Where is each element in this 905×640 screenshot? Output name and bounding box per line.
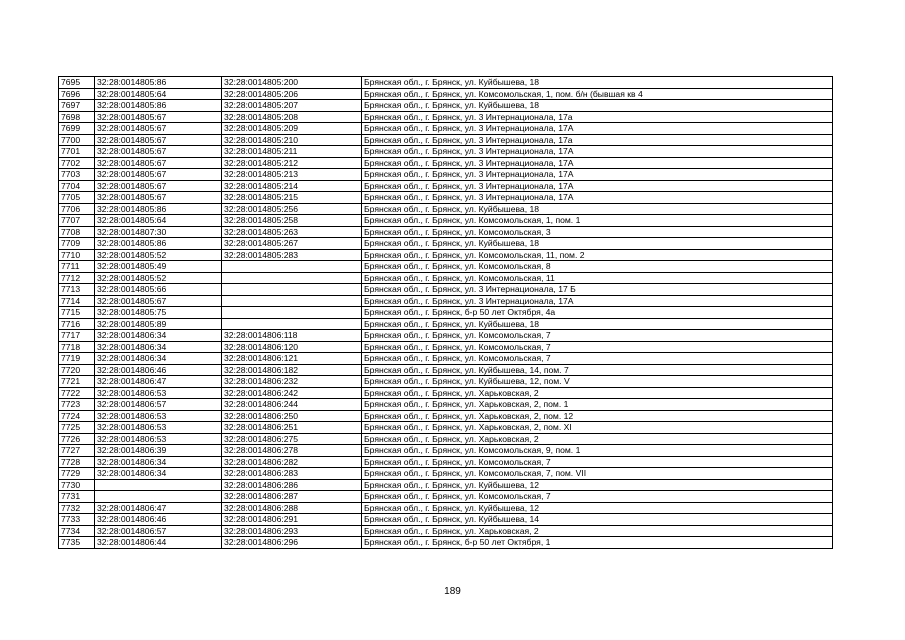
table-row (59, 468, 833, 480)
row-number-cell: 7725 (59, 422, 95, 434)
row-number-cell: 7719 (59, 353, 95, 365)
row-number-cell: 7697 (59, 100, 95, 112)
page-number: 189 (444, 586, 461, 597)
address-cell: Брянская обл., г. Брянск, ул. 3 Интернационала, 17А (362, 146, 833, 158)
row-number-cell: 7727 (59, 445, 95, 457)
row-number-cell: 7705 (59, 192, 95, 204)
object-cadastral-number-cell: 32:28:0014805:283 (222, 249, 362, 261)
land-cadastral-number-cell: 32:28:0014805:67 (95, 123, 222, 135)
row-number-cell: 7710 (59, 249, 95, 261)
land-cadastral-number-cell: 32:28:0014805:64 (95, 215, 222, 227)
object-cadastral-number-cell (222, 272, 362, 284)
table-row (59, 215, 833, 227)
table-row (59, 134, 833, 146)
table-row (59, 422, 833, 434)
address-cell: Брянская обл., г. Брянск, б-р 50 лет Октября, 1 (362, 537, 833, 549)
address-cell: Брянская обл., г. Брянск, ул. Комсомольская, 7 (362, 491, 833, 503)
land-cadastral-number-cell: 32:28:0014806:34 (95, 456, 222, 468)
table-row (59, 88, 833, 100)
address-cell: Брянская обл., г. Брянск, ул. 3 Интернационала, 17А (362, 295, 833, 307)
land-cadastral-number-cell: 32:28:0014805:89 (95, 318, 222, 330)
object-cadastral-number-cell: 32:28:0014806:120 (222, 341, 362, 353)
row-number-cell: 7711 (59, 261, 95, 273)
row-number-cell: 7695 (59, 77, 95, 89)
land-cadastral-number-cell: 32:28:0014806:46 (95, 364, 222, 376)
table-row (59, 353, 833, 365)
address-cell: Брянская обл., г. Брянск, ул. Комсомольская, 11, пом. 2 (362, 249, 833, 261)
address-cell: Брянская обл., г. Брянск, б-р 50 лет Октября, 4а (362, 307, 833, 319)
object-cadastral-number-cell: 32:28:0014805:211 (222, 146, 362, 158)
object-cadastral-number-cell: 32:28:0014806:287 (222, 491, 362, 503)
address-cell: Брянская обл., г. Брянск, ул. 3 Интернационала, 17А (362, 157, 833, 169)
row-number-cell: 7707 (59, 215, 95, 227)
address-cell: Брянская обл., г. Брянск, ул. 3 Интернационала, 17А (362, 180, 833, 192)
land-cadastral-number-cell: 32:28:0014805:67 (95, 134, 222, 146)
row-number-cell: 7716 (59, 318, 95, 330)
address-cell: Брянская обл., г. Брянск, ул. Куйбышева, 18 (362, 238, 833, 250)
row-number-cell: 7726 (59, 433, 95, 445)
table-row (59, 433, 833, 445)
land-cadastral-number-cell: 32:28:0014805:67 (95, 192, 222, 204)
object-cadastral-number-cell: 32:28:0014806:250 (222, 410, 362, 422)
row-number-cell: 7703 (59, 169, 95, 181)
address-cell: Брянская обл., г. Брянск, ул. Харьковская, 2, пом. XI (362, 422, 833, 434)
table-row (59, 261, 833, 273)
address-cell: Брянская обл., г. Брянск, ул. 3 Интернационала, 17А (362, 169, 833, 181)
table-row (59, 100, 833, 112)
land-cadastral-number-cell: 32:28:0014805:67 (95, 111, 222, 123)
address-cell: Брянская обл., г. Брянск, ул. 3 Интернационала, 17А (362, 123, 833, 135)
address-cell: Брянская обл., г. Брянск, ул. 3 Интернационала, 17 Б (362, 284, 833, 296)
land-cadastral-number-cell (95, 491, 222, 503)
object-cadastral-number-cell (222, 261, 362, 273)
table-row (59, 399, 833, 411)
row-number-cell: 7720 (59, 364, 95, 376)
table-row (59, 77, 833, 89)
table-row (59, 238, 833, 250)
land-cadastral-number-cell: 32:28:0014805:67 (95, 157, 222, 169)
land-cadastral-number-cell: 32:28:0014806:47 (95, 502, 222, 514)
land-cadastral-number-cell: 32:28:0014806:53 (95, 433, 222, 445)
row-number-cell: 7698 (59, 111, 95, 123)
row-number-cell: 7704 (59, 180, 95, 192)
registry-table-body (59, 77, 833, 549)
row-number-cell: 7721 (59, 376, 95, 388)
table-row (59, 514, 833, 526)
table-row (59, 376, 833, 388)
object-cadastral-number-cell: 32:28:0014806:121 (222, 353, 362, 365)
land-cadastral-number-cell: 32:28:0014805:66 (95, 284, 222, 296)
address-cell: Брянская обл., г. Брянск, ул. Комсомольская, 8 (362, 261, 833, 273)
table-row (59, 491, 833, 503)
object-cadastral-number-cell: 32:28:0014805:215 (222, 192, 362, 204)
table-row (59, 456, 833, 468)
table-row (59, 146, 833, 158)
object-cadastral-number-cell: 32:28:0014806:232 (222, 376, 362, 388)
land-cadastral-number-cell: 32:28:0014805:49 (95, 261, 222, 273)
land-cadastral-number-cell: 32:28:0014807:30 (95, 226, 222, 238)
address-cell: Брянская обл., г. Брянск, ул. Харьковская, 2, пом. 12 (362, 410, 833, 422)
object-cadastral-number-cell: 32:28:0014806:282 (222, 456, 362, 468)
land-cadastral-number-cell: 32:28:0014805:67 (95, 169, 222, 181)
object-cadastral-number-cell (222, 295, 362, 307)
address-cell: Брянская обл., г. Брянск, ул. Куйбышева, 18 (362, 77, 833, 89)
object-cadastral-number-cell: 32:28:0014805:209 (222, 123, 362, 135)
row-number-cell: 7708 (59, 226, 95, 238)
table-row (59, 169, 833, 181)
table-row (59, 525, 833, 537)
address-cell: Брянская обл., г. Брянск, ул. Куйбышева, 12, пом. V (362, 376, 833, 388)
object-cadastral-number-cell (222, 307, 362, 319)
land-cadastral-number-cell: 32:28:0014806:34 (95, 341, 222, 353)
row-number-cell: 7706 (59, 203, 95, 215)
table-row (59, 123, 833, 135)
land-cadastral-number-cell: 32:28:0014805:67 (95, 146, 222, 158)
address-cell: Брянская обл., г. Брянск, ул. 3 Интернационала, 17А (362, 192, 833, 204)
table-row (59, 157, 833, 169)
table-row (59, 341, 833, 353)
table-row (59, 502, 833, 514)
address-cell: Брянская обл., г. Брянск, ул. Комсомольская, 7 (362, 353, 833, 365)
object-cadastral-number-cell: 32:28:0014806:293 (222, 525, 362, 537)
object-cadastral-number-cell: 32:28:0014806:286 (222, 479, 362, 491)
object-cadastral-number-cell (222, 284, 362, 296)
table-row (59, 249, 833, 261)
object-cadastral-number-cell: 32:28:0014805:263 (222, 226, 362, 238)
address-cell: Брянская обл., г. Брянск, ул. Комсомольская, 7 (362, 456, 833, 468)
land-cadastral-number-cell: 32:28:0014806:34 (95, 468, 222, 480)
address-cell: Брянская обл., г. Брянск, ул. Комсомольская, 7, пом. VII (362, 468, 833, 480)
address-cell: Брянская обл., г. Брянск, ул. Харьковская, 2 (362, 433, 833, 445)
address-cell: Брянская обл., г. Брянск, ул. 3 Интернационала, 17а (362, 111, 833, 123)
row-number-cell: 7735 (59, 537, 95, 549)
address-cell: Брянская обл., г. Брянск, ул. Комсомольская, 7 (362, 330, 833, 342)
land-cadastral-number-cell: 32:28:0014806:44 (95, 537, 222, 549)
object-cadastral-number-cell (222, 318, 362, 330)
row-number-cell: 7724 (59, 410, 95, 422)
row-number-cell: 7699 (59, 123, 95, 135)
row-number-cell: 7722 (59, 387, 95, 399)
table-row (59, 226, 833, 238)
row-number-cell: 7730 (59, 479, 95, 491)
row-number-cell: 7696 (59, 88, 95, 100)
table-row (59, 364, 833, 376)
object-cadastral-number-cell: 32:28:0014805:258 (222, 215, 362, 227)
object-cadastral-number-cell: 32:28:0014806:251 (222, 422, 362, 434)
row-number-cell: 7734 (59, 525, 95, 537)
registry-table (58, 76, 833, 549)
object-cadastral-number-cell: 32:28:0014806:118 (222, 330, 362, 342)
land-cadastral-number-cell: 32:28:0014806:47 (95, 376, 222, 388)
land-cadastral-number-cell: 32:28:0014805:86 (95, 77, 222, 89)
row-number-cell: 7702 (59, 157, 95, 169)
address-cell: Брянская обл., г. Брянск, ул. Комсомольская, 7 (362, 341, 833, 353)
land-cadastral-number-cell: 32:28:0014806:34 (95, 353, 222, 365)
land-cadastral-number-cell: 32:28:0014806:57 (95, 525, 222, 537)
table-row (59, 272, 833, 284)
land-cadastral-number-cell: 32:28:0014805:52 (95, 272, 222, 284)
row-number-cell: 7729 (59, 468, 95, 480)
table-row (59, 479, 833, 491)
object-cadastral-number-cell: 32:28:0014806:278 (222, 445, 362, 457)
address-cell: Брянская обл., г. Брянск, ул. Комсомольская, 9, пом. 1 (362, 445, 833, 457)
address-cell: Брянская обл., г. Брянск, ул. Комсомольская, 3 (362, 226, 833, 238)
land-cadastral-number-cell: 32:28:0014806:53 (95, 410, 222, 422)
address-cell: Брянская обл., г. Брянск, ул. Куйбышева, 12 (362, 502, 833, 514)
address-cell: Брянская обл., г. Брянск, ул. Комсомольская, 1, пом. б/н (бывшая кв 4 (362, 88, 833, 100)
row-number-cell: 7733 (59, 514, 95, 526)
row-number-cell: 7715 (59, 307, 95, 319)
land-cadastral-number-cell: 32:28:0014805:86 (95, 100, 222, 112)
object-cadastral-number-cell: 32:28:0014805:256 (222, 203, 362, 215)
table-row (59, 330, 833, 342)
table-row (59, 284, 833, 296)
object-cadastral-number-cell: 32:28:0014806:182 (222, 364, 362, 376)
object-cadastral-number-cell: 32:28:0014806:296 (222, 537, 362, 549)
address-cell: Брянская обл., г. Брянск, ул. Куйбышева, 12 (362, 479, 833, 491)
object-cadastral-number-cell: 32:28:0014805:200 (222, 77, 362, 89)
address-cell: Брянская обл., г. Брянск, ул. Харьковская, 2 (362, 387, 833, 399)
object-cadastral-number-cell: 32:28:0014805:212 (222, 157, 362, 169)
address-cell: Брянская обл., г. Брянск, ул. Куйбышева, 18 (362, 203, 833, 215)
land-cadastral-number-cell: 32:28:0014806:57 (95, 399, 222, 411)
object-cadastral-number-cell: 32:28:0014806:283 (222, 468, 362, 480)
address-cell: Брянская обл., г. Брянск, ул. Харьковская, 2, пом. 1 (362, 399, 833, 411)
address-cell: Брянская обл., г. Брянск, ул. Куйбышева, 18 (362, 318, 833, 330)
land-cadastral-number-cell: 32:28:0014805:64 (95, 88, 222, 100)
row-number-cell: 7700 (59, 134, 95, 146)
table-row (59, 307, 833, 319)
object-cadastral-number-cell: 32:28:0014806:291 (222, 514, 362, 526)
object-cadastral-number-cell: 32:28:0014806:244 (222, 399, 362, 411)
object-cadastral-number-cell: 32:28:0014805:267 (222, 238, 362, 250)
row-number-cell: 7728 (59, 456, 95, 468)
object-cadastral-number-cell: 32:28:0014805:207 (222, 100, 362, 112)
table-row (59, 537, 833, 549)
address-cell: Брянская обл., г. Брянск, ул. Куйбышева, 14, пом. 7 (362, 364, 833, 376)
object-cadastral-number-cell: 32:28:0014806:275 (222, 433, 362, 445)
land-cadastral-number-cell: 32:28:0014805:52 (95, 249, 222, 261)
land-cadastral-number-cell: 32:28:0014806:39 (95, 445, 222, 457)
land-cadastral-number-cell: 32:28:0014806:34 (95, 330, 222, 342)
land-cadastral-number-cell: 32:28:0014806:53 (95, 387, 222, 399)
row-number-cell: 7701 (59, 146, 95, 158)
table-row (59, 318, 833, 330)
table-row (59, 203, 833, 215)
object-cadastral-number-cell: 32:28:0014806:288 (222, 502, 362, 514)
address-cell: Брянская обл., г. Брянск, ул. Куйбышева, 18 (362, 100, 833, 112)
table-row (59, 192, 833, 204)
object-cadastral-number-cell: 32:28:0014805:208 (222, 111, 362, 123)
address-cell: Брянская обл., г. Брянск, ул. Харьковская, 2 (362, 525, 833, 537)
land-cadastral-number-cell: 32:28:0014806:46 (95, 514, 222, 526)
row-number-cell: 7713 (59, 284, 95, 296)
land-cadastral-number-cell: 32:28:0014805:86 (95, 203, 222, 215)
address-cell: Брянская обл., г. Брянск, ул. Комсомольская, 11 (362, 272, 833, 284)
table-row (59, 445, 833, 457)
address-cell: Брянская обл., г. Брянск, ул. Куйбышева, 14 (362, 514, 833, 526)
row-number-cell: 7732 (59, 502, 95, 514)
land-cadastral-number-cell (95, 479, 222, 491)
object-cadastral-number-cell: 32:28:0014805:210 (222, 134, 362, 146)
table-row (59, 387, 833, 399)
row-number-cell: 7717 (59, 330, 95, 342)
object-cadastral-number-cell: 32:28:0014806:242 (222, 387, 362, 399)
table-row (59, 295, 833, 307)
land-cadastral-number-cell: 32:28:0014805:86 (95, 238, 222, 250)
object-cadastral-number-cell: 32:28:0014805:214 (222, 180, 362, 192)
row-number-cell: 7718 (59, 341, 95, 353)
land-cadastral-number-cell: 32:28:0014805:75 (95, 307, 222, 319)
table-row (59, 180, 833, 192)
object-cadastral-number-cell: 32:28:0014805:213 (222, 169, 362, 181)
land-cadastral-number-cell: 32:28:0014805:67 (95, 295, 222, 307)
table-row (59, 111, 833, 123)
row-number-cell: 7731 (59, 491, 95, 503)
table-row (59, 410, 833, 422)
object-cadastral-number-cell: 32:28:0014805:206 (222, 88, 362, 100)
land-cadastral-number-cell: 32:28:0014806:53 (95, 422, 222, 434)
land-cadastral-number-cell: 32:28:0014805:67 (95, 180, 222, 192)
row-number-cell: 7709 (59, 238, 95, 250)
row-number-cell: 7712 (59, 272, 95, 284)
row-number-cell: 7723 (59, 399, 95, 411)
row-number-cell: 7714 (59, 295, 95, 307)
address-cell: Брянская обл., г. Брянск, ул. Комсомольская, 1, пом. 1 (362, 215, 833, 227)
address-cell: Брянская обл., г. Брянск, ул. 3 Интернационала, 17а (362, 134, 833, 146)
